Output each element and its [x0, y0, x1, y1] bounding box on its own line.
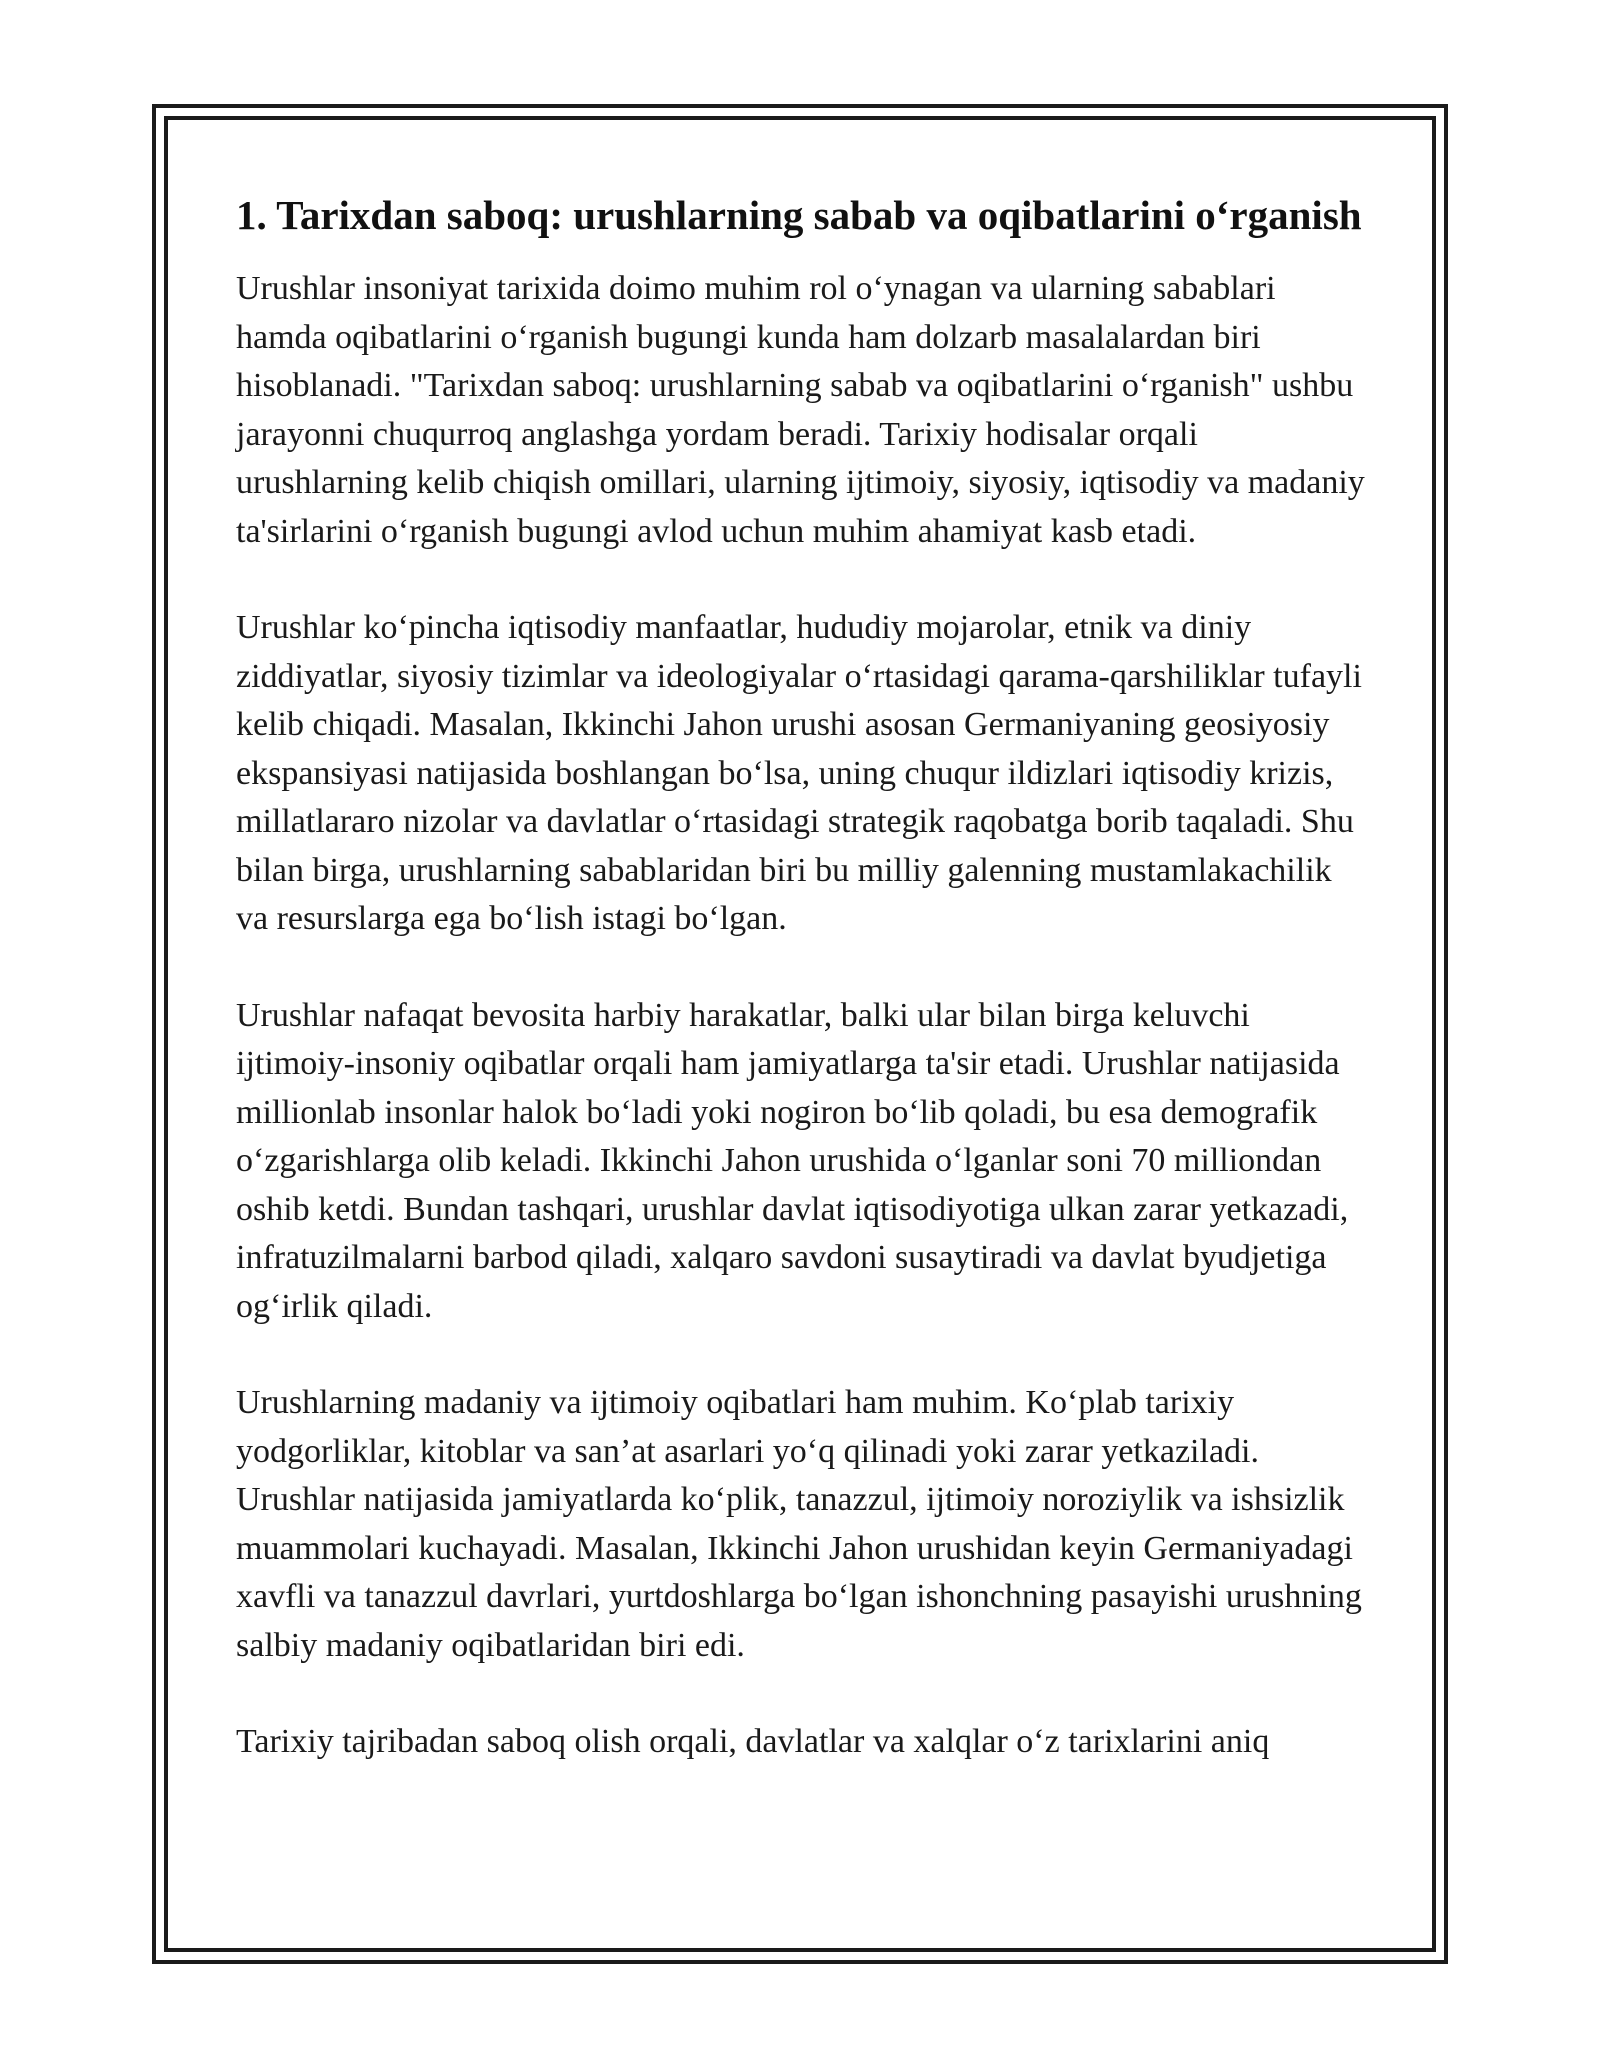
paragraph-5: Tarixiy tajribadan saboq olish orqali, davlatlar va xalqlar o‘z tarixlarini aniq [236, 1723, 1270, 1760]
document-body [236, 188, 1366, 1767]
paragraph-2: Urushlar ko‘pincha iqtisodiy manfaatlar, hududiy mojarolar, etnik va diniy ziddiyatlar, siyosiy tizimlar va ideologiyalar o‘rtasidagi qarama-qarshiliklar tufayli kelib chiqadi. Masalan, Ikkinchi Jahon urushi asosan Germaniyaning geosiyosiy ekspansiyasi natijasida boshlangan bo‘lsa, uning chuqur ildizlari iqtisodiy krizis, millatlararo nizolar va davlatlar o‘rtasidagi strategik raqobatga borib taqaladi. Shu bilan birga, urushlarning sabablaridan biri bu milliy galenning mustamlakachilik va resurslarga ega bo‘lish istagi bo‘lgan. [236, 609, 1362, 937]
section-heading: 1. Tarixdan saboq: urushlarning sabab va oqibatlarini o‘rganish [236, 192, 1362, 238]
paragraph-3: Urushlar nafaqat bevosita harbiy harakatlar, balki ular bilan birga keluvchi ijtimoiy-insoniy oqibatlar orqali ham jamiyatlarga ta'sir etadi. Urushlar natijasida millionlab insonlar halok bo‘ladi yoki nogiron bo‘lib qoladi, bu esa demografik o‘zgarishlarga olib keladi. Ikkinchi Jahon urushida o‘lganlar soni 70 milliondan oshib ketdi. Bundan tashqari, urushlar davlat iqtisodiyotiga ulkan zarar yetkazadi, infratuzilmalarni barbod qiladi, xalqaro savdoni susaytiradi va davlat byudjetiga og‘irlik qiladi. [236, 996, 1349, 1325]
paragraph-4: Urushlarning madaniy va ijtimoiy oqibatlari ham muhim. Ko‘plab tarixiy yodgorliklar, kitoblar va san’at asarlari yo‘q qilinadi yoki zarar yetkaziladi. Urushlar natijasida jamiyatlarda ko‘plik, tanazzul, ijtimoiy noroziylik va ishsizlik muammolari kuchayadi. Masalan, Ikkinchi Jahon urushidan keyin Germaniyadagi xavfli va tanazzul davrlari, yurtdoshlarga bo‘lgan ishonchning pasayishi urushning salbiy madaniy oqibatlaridan biri edi. [236, 1384, 1362, 1664]
paragraph-1: Urushlar insoniyat tarixida doimo muhim rol o‘ynagan va ularning sabablari hamda oqibatlarini o‘rganish bugungi kunda ham dolzarb masalalardan biri hisoblanadi. "Tarixdan saboq: urushlarning sabab va oqibatlarini o‘rganish" ushbu jarayonni chuqurroq anglashga yordam beradi. Tarixiy hodisalar orqali urushlarning kelib chiqish omillari, ularning ijtimoiy, siyosiy, iqtisodiy va madaniy ta'sirlarini o‘rganish bugungi avlod uchun muhim ahamiyat kasb etadi. [236, 270, 1365, 550]
